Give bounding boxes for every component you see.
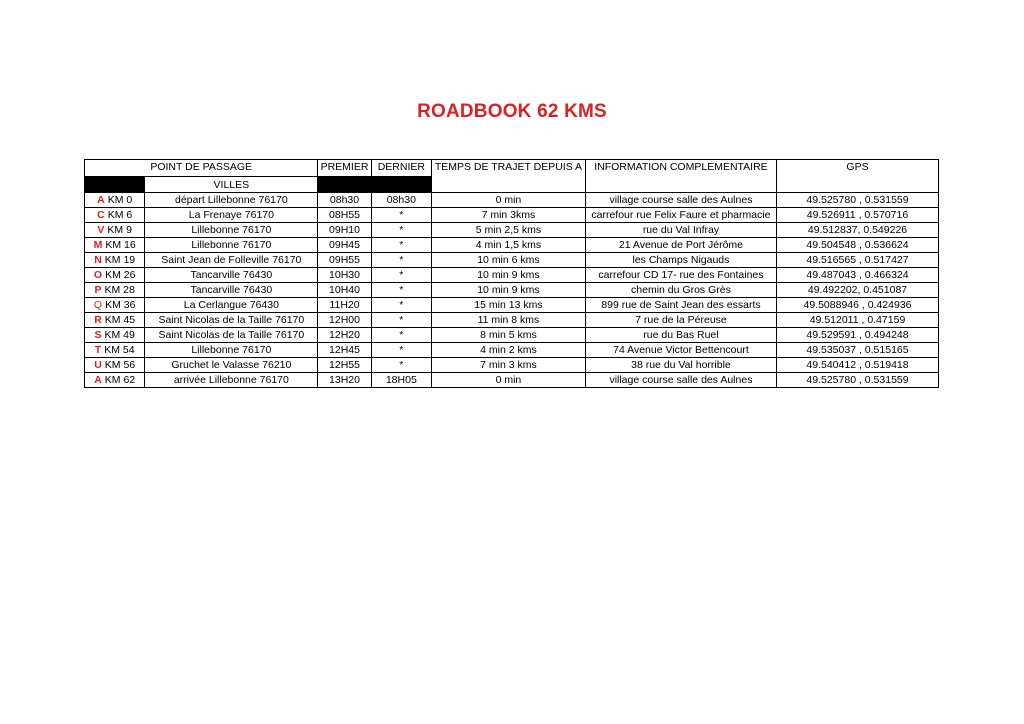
waypoint-km-label: KM 45: [104, 314, 136, 326]
waypoint-ville: départ Lillebonne 76170: [145, 193, 318, 208]
waypoint-km-label: KM 16: [105, 239, 136, 251]
waypoint-ville: Saint Jean de Folleville 76170: [145, 253, 318, 268]
waypoint-letter: C: [97, 209, 105, 221]
table-row: [85, 298, 939, 313]
waypoint-km: [85, 268, 145, 283]
waypoint-km-label: KM 9: [107, 224, 132, 236]
waypoint-gps: 49.504548 , 0.536624: [777, 238, 939, 253]
waypoint-premier: 10H40: [318, 283, 371, 298]
waypoint-km: [85, 298, 145, 313]
table-row: [85, 193, 939, 208]
waypoint-dernier: *: [371, 223, 431, 238]
waypoint-ville: La Frenaye 76170: [145, 208, 318, 223]
waypoint-temps: 10 min 9 kms: [432, 268, 586, 283]
waypoint-premier: 10H30: [318, 268, 371, 283]
waypoint-temps: 7 min 3kms: [432, 208, 586, 223]
waypoint-letter: O: [93, 269, 103, 281]
waypoint-info: 7 rue de la Péreuse: [585, 313, 776, 328]
table-row: [85, 268, 939, 283]
waypoint-dernier: *: [371, 328, 431, 343]
waypoint-gps: 49.525780 , 0.531559: [777, 193, 939, 208]
waypoint-dernier: 18H05: [371, 373, 431, 388]
waypoint-km-label: KM 36: [105, 299, 136, 311]
table-row: [85, 373, 939, 388]
waypoint-ville: Tancarville 76430: [145, 283, 318, 298]
header-villes: VILLES: [145, 177, 318, 193]
waypoint-km-label: KM 62: [104, 374, 136, 386]
waypoint-gps: 49.512837, 0.549226: [777, 223, 939, 238]
waypoint-premier: 09H55: [318, 253, 371, 268]
waypoint-temps: 7 min 3 kms: [432, 358, 586, 373]
header-gps: GPS: [777, 160, 939, 193]
waypoint-km: [85, 253, 145, 268]
waypoint-km: [85, 328, 145, 343]
waypoint-gps: 49.492202, 0.451087: [777, 283, 939, 298]
header-temps: TEMPS DE TRAJET DEPUIS A: [432, 160, 586, 193]
waypoint-dernier: 08h30: [371, 193, 431, 208]
waypoint-info: carrefour CD 17- rue des Fontaines: [585, 268, 776, 283]
waypoint-ville: arrivée Lillebonne 76170: [145, 373, 318, 388]
waypoint-km: [85, 313, 145, 328]
waypoint-info: 899 rue de Saint Jean des essarts: [585, 298, 776, 313]
waypoint-info: chemin du Gros Grès: [585, 283, 776, 298]
waypoint-temps: 0 min: [432, 193, 586, 208]
waypoint-premier: 08h30: [318, 193, 371, 208]
waypoint-letter: N: [94, 254, 102, 266]
waypoint-ville: Lillebonne 76170: [145, 223, 318, 238]
waypoint-letter: S: [94, 329, 102, 341]
waypoint-km-label: KM 6: [107, 209, 133, 221]
waypoint-temps: 4 min 1,5 kms: [432, 238, 586, 253]
waypoint-km-label: KM 28: [104, 284, 135, 296]
waypoint-info: 21 Avenue de Port Jérôme: [585, 238, 776, 253]
waypoint-km-label: KM 19: [104, 254, 136, 266]
waypoint-dernier: *: [371, 358, 431, 373]
header-black-cell-times: [318, 177, 432, 193]
waypoint-km: [85, 238, 145, 253]
waypoint-premier: 12H45: [318, 343, 371, 358]
waypoint-km: [85, 358, 145, 373]
waypoint-premier: 13H20: [318, 373, 371, 388]
table-row: [85, 343, 939, 358]
header-black-cell: [85, 177, 145, 193]
waypoint-premier: 12H00: [318, 313, 371, 328]
waypoint-km: [85, 373, 145, 388]
waypoint-letter: M: [93, 239, 103, 251]
waypoint-info: rue du Val Infray: [585, 223, 776, 238]
waypoint-letter: Q: [93, 299, 103, 311]
roadbook-header: [85, 160, 939, 193]
waypoint-dernier: *: [371, 208, 431, 223]
waypoint-temps: 8 min 5 kms: [432, 328, 586, 343]
waypoint-dernier: *: [371, 268, 431, 283]
waypoint-gps: 49.526911 , 0.570716: [777, 208, 939, 223]
table-row: [85, 328, 939, 343]
waypoint-dernier: *: [371, 313, 431, 328]
waypoint-km-label: KM 0: [107, 194, 133, 206]
header-point-de-passage: POINT DE PASSAGE: [85, 160, 318, 177]
table-row: [85, 223, 939, 238]
waypoint-gps: 49.529591 , 0.494248: [777, 328, 939, 343]
header-info: INFORMATION COMPLEMENTAIRE: [585, 160, 776, 193]
waypoint-letter: V: [97, 224, 105, 236]
waypoint-letter: A: [97, 194, 105, 206]
waypoint-temps: 4 min 2 kms: [432, 343, 586, 358]
waypoint-info: carrefour rue Felix Faure et pharmacie: [585, 208, 776, 223]
waypoint-km-label: KM 54: [104, 344, 135, 356]
waypoint-km: [85, 343, 145, 358]
waypoint-km: [85, 208, 145, 223]
waypoint-premier: 12H55: [318, 358, 371, 373]
roadbook-rows: [85, 193, 939, 388]
waypoint-info: les Champs Nigauds: [585, 253, 776, 268]
waypoint-ville: Lillebonne 76170: [145, 343, 318, 358]
waypoint-letter: P: [94, 284, 102, 296]
waypoint-premier: 09H10: [318, 223, 371, 238]
waypoint-km: [85, 283, 145, 298]
waypoint-info: 74 Avenue Victor Bettencourt: [585, 343, 776, 358]
waypoint-ville: Lillebonne 76170: [145, 238, 318, 253]
waypoint-gps: 49.525780 , 0.531559: [777, 373, 939, 388]
waypoint-ville: Saint Nicolas de la Taille 76170: [145, 313, 318, 328]
table-row: [85, 253, 939, 268]
waypoint-temps: 15 min 13 kms: [432, 298, 586, 313]
waypoint-dernier: *: [371, 298, 431, 313]
waypoint-letter: A: [94, 374, 102, 386]
waypoint-ville: La Cerlangue 76430: [145, 298, 318, 313]
waypoint-temps: 10 min 9 kms: [432, 283, 586, 298]
waypoint-temps: 11 min 8 kms: [432, 313, 586, 328]
table-row: [85, 358, 939, 373]
header-row: [85, 160, 939, 177]
waypoint-gps: 49.512011 , 0.47159: [777, 313, 939, 328]
waypoint-premier: 09H45: [318, 238, 371, 253]
waypoint-info: 38 rue du Val horrible: [585, 358, 776, 373]
waypoint-gps: 49.5088946 , 0.424936: [777, 298, 939, 313]
roadbook-table: [84, 159, 939, 388]
waypoint-ville: Gruchet le Valasse 76210: [145, 358, 318, 373]
header-dernier: DERNIER: [371, 160, 431, 177]
waypoint-gps: 49.540412 , 0.519418: [777, 358, 939, 373]
table-row: [85, 313, 939, 328]
table-row: [85, 283, 939, 298]
waypoint-ville: Saint Nicolas de la Taille 76170: [145, 328, 318, 343]
waypoint-ville: Tancarville 76430: [145, 268, 318, 283]
waypoint-km: [85, 223, 145, 238]
waypoint-info: rue du Bas Ruel: [585, 328, 776, 343]
waypoint-gps: 49.535037 , 0.515165: [777, 343, 939, 358]
waypoint-km-label: KM 26: [105, 269, 136, 281]
waypoint-premier: 11H20: [318, 298, 371, 313]
waypoint-km-label: KM 49: [104, 329, 135, 341]
waypoint-dernier: *: [371, 343, 431, 358]
waypoint-dernier: *: [371, 283, 431, 298]
waypoint-premier: 12H20: [318, 328, 371, 343]
waypoint-letter: T: [94, 344, 102, 356]
waypoint-dernier: *: [371, 253, 431, 268]
page-title: ROADBOOK 62 KMS: [417, 101, 607, 122]
waypoint-dernier: *: [371, 238, 431, 253]
waypoint-letter: R: [94, 314, 102, 326]
waypoint-letter: U: [94, 359, 102, 371]
waypoint-info: village course salle des Aulnes: [585, 193, 776, 208]
waypoint-temps: 0 min: [432, 373, 586, 388]
waypoint-km-label: KM 56: [104, 359, 136, 371]
waypoint-temps: 10 min 6 kms: [432, 253, 586, 268]
table-row: [85, 208, 939, 223]
table-row: [85, 238, 939, 253]
waypoint-info: village course salle des Aulnes: [585, 373, 776, 388]
waypoint-km: [85, 193, 145, 208]
waypoint-premier: 08H55: [318, 208, 371, 223]
waypoint-gps: 49.516565 , 0.517427: [777, 253, 939, 268]
waypoint-temps: 5 min 2,5 kms: [432, 223, 586, 238]
waypoint-gps: 49.487043 , 0.466324: [777, 268, 939, 283]
header-premier: PREMIER: [318, 160, 371, 177]
